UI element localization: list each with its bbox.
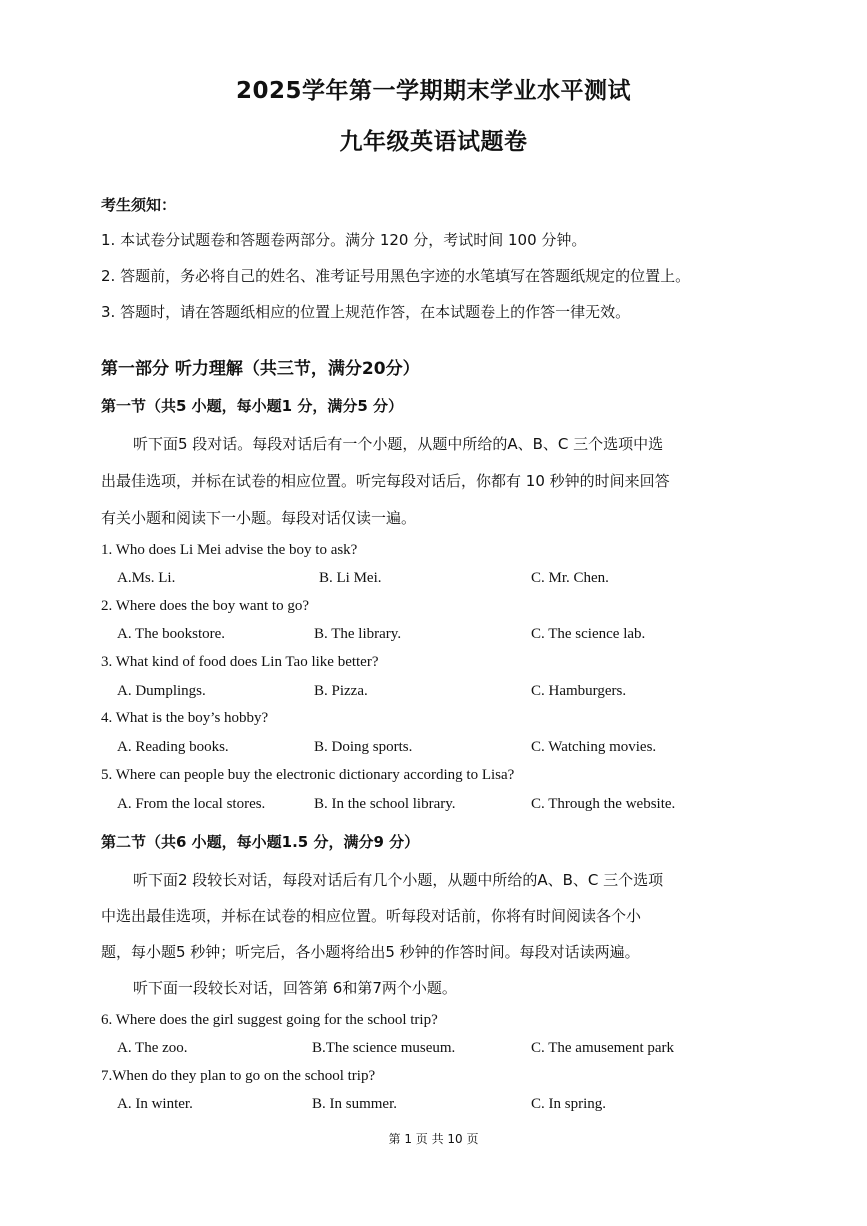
notice-item-1: 1. 本试卷分试题卷和答题卷两部分。满分 120 分，考试时间 100 分钟。 [101, 231, 587, 249]
notice-item-3: 3. 答题时，请在答题纸相应的位置上规范作答，在本试题卷上的作答一律无效。 [101, 303, 631, 321]
question-2-option-c: C. The science lab. [531, 626, 646, 642]
question-7-option-b: B. In summer. [312, 1096, 397, 1112]
part1-heading: 第一部分 听力理解（共三节，满分20分） [101, 359, 420, 379]
question-1-option-c: C. Mr. Chen. [531, 570, 609, 586]
question-2-text: 2. Where does the boy want to go? [101, 598, 310, 614]
question-4-text: 4. What is the boy’s hobby? [101, 710, 269, 726]
question-2-option-a: A. The bookstore. [117, 626, 226, 642]
section2-instruction-line-2: 中选出最佳选项，并标在试卷的相应位置。听每段对话前，你将有时间阅读各个小 [101, 907, 642, 925]
page-number: 第 1 页 共 10 页 [388, 1132, 479, 1146]
question-6-option-c: C. The amusement park [531, 1040, 675, 1056]
question-7-option-c: C. In spring. [531, 1096, 606, 1112]
question-3-option-a: A. Dumplings. [117, 683, 206, 699]
exam-title: 2025学年第一学期期末学业水平测试 [235, 78, 631, 104]
section2-intro: 听下面一段较长对话，回答第 6和第7两个小题。 [133, 979, 457, 997]
question-5-option-b: B. In the school library. [314, 796, 456, 812]
question-5-option-c: C. Through the website. [531, 796, 676, 812]
question-7-text: 7.When do they plan to go on the school trip? [101, 1068, 376, 1084]
question-1-option-b: B. Li Mei. [319, 570, 382, 586]
question-7-option-a: A. In winter. [117, 1096, 193, 1112]
question-1-text: 1. Who does Li Mei advise the boy to ask? [101, 542, 358, 558]
section2-instruction-line-3: 题，每小题5 秒钟；听完后，各小题将给出5 秒钟的作答时间。每段对话读两遍。 [101, 943, 640, 961]
exam-subtitle: 九年级英语试题卷 [339, 129, 528, 155]
section1-heading: 第一节（共5 小题，每小题1 分，满分5 分） [101, 397, 403, 415]
section2-heading: 第二节（共6 小题，每小题1.5 分，满分9 分） [101, 833, 420, 851]
question-6-option-b: B.The science museum. [312, 1040, 456, 1056]
question-3-option-c: C. Hamburgers. [531, 683, 627, 699]
question-3-option-b: B. Pizza. [314, 683, 368, 699]
question-5-text: 5. Where can people buy the electronic dictionary according to Lisa? [101, 767, 515, 783]
question-5-option-a: A. From the local stores. [117, 796, 266, 812]
question-4-option-a: A. Reading books. [117, 739, 229, 755]
question-6-text: 6. Where does the girl suggest going for the school trip? [101, 1012, 438, 1028]
question-2-option-b: B. The library. [314, 626, 402, 642]
question-3-text: 3. What kind of food does Lin Tao like better? [101, 654, 379, 670]
question-6-option-a: A. The zoo. [117, 1040, 188, 1056]
section2-instruction-line-1: 听下面2 段较长对话，每段对话后有几个小题，从题中所给的A、B、C 三个选项 [133, 871, 664, 889]
notice-item-2: 2. 答题前，务必将自己的姓名、准考证号用黑色字迹的水笔填写在答题纸规定的位置上。 [101, 267, 691, 285]
question-1-option-a: A.Ms. Li. [117, 570, 176, 586]
notice-heading: 考生须知： [101, 196, 177, 214]
question-4-option-c: C. Watching movies. [531, 739, 657, 755]
question-4-option-b: B. Doing sports. [314, 739, 413, 755]
section1-instruction-line-1: 听下面5 段对话。每段对话后有一个小题，从题中所给的A、B、C 三个选项中选 [133, 435, 664, 453]
section1-instruction-line-2: 出最佳选项，并标在试卷的相应位置。听完每段对话后，你都有 10 秒钟的时间来回答 [101, 472, 670, 490]
section1-instruction-line-3: 有关小题和阅读下一小题。每段对话仅读一遍。 [101, 509, 417, 527]
